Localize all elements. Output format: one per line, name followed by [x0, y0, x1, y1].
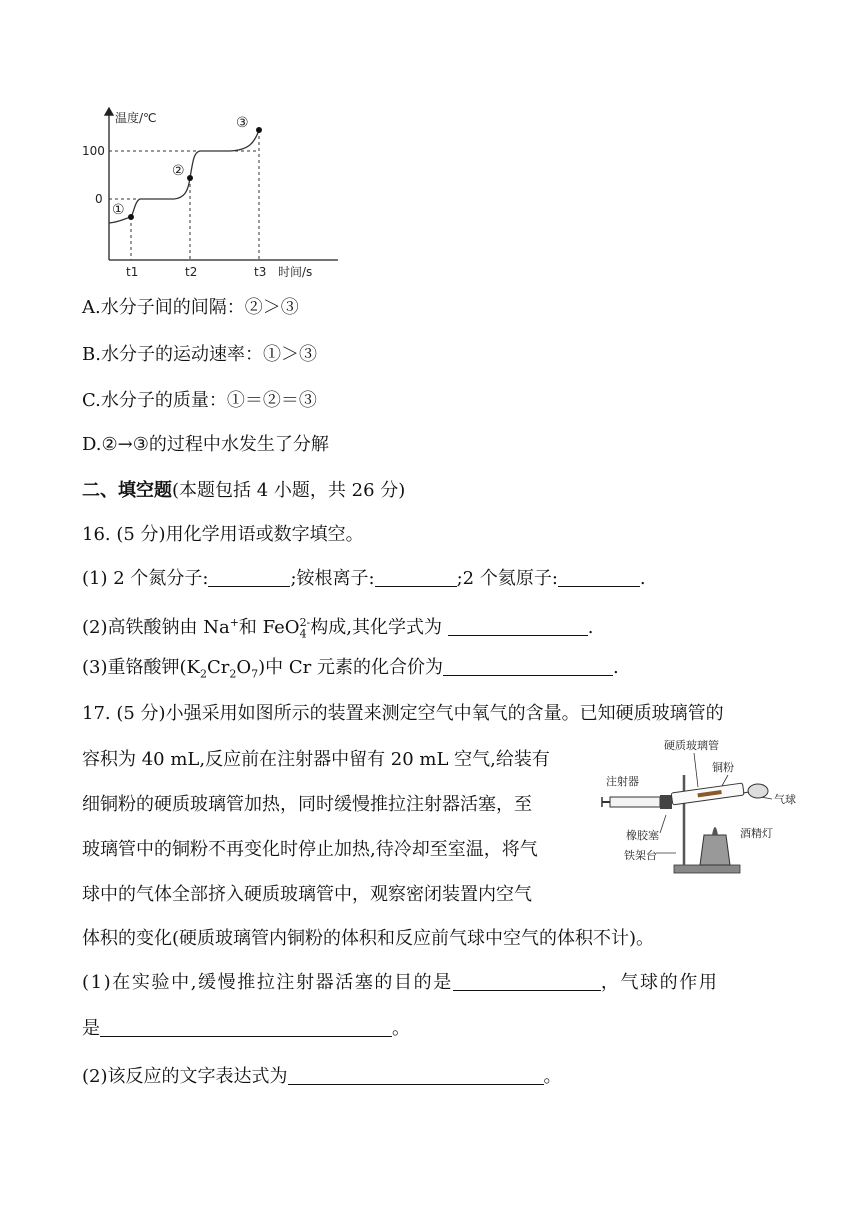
- answer-blank-helium-atoms[interactable]: [558, 568, 640, 587]
- q16-part1: [82, 566, 646, 592]
- option-b: B.水分子的运动速率：①＞③: [82, 344, 317, 365]
- label-stopper: 橡胶塞: [626, 829, 659, 842]
- q16-p1-text-c: ;2 个氦原子:: [456, 568, 558, 589]
- q16-p3-text-d: )中 Cr 元素的化合价为: [258, 657, 443, 678]
- q16-p3-sub2: 2: [229, 667, 237, 681]
- q17-p1-text-c: 是: [82, 1018, 100, 1039]
- q16-p2-text-c: 构成,其化学式为: [310, 617, 448, 638]
- answer-blank-word-equation[interactable]: [288, 1066, 544, 1085]
- q17-p1-end: 。: [392, 1018, 410, 1039]
- q16-p1-end: .: [639, 568, 646, 589]
- label-lamp: 酒精灯: [740, 827, 773, 840]
- label-copper: 铜粉: [712, 761, 734, 774]
- q16-part3: [82, 655, 619, 688]
- q17-part1-line2: [82, 1016, 410, 1042]
- q17-line3: 细铜粉的硬质玻璃管加热，同时缓慢推拉注射器活塞，至: [82, 794, 532, 815]
- q16-p3-sub1: 2: [199, 667, 207, 681]
- rubber-stopper-icon: [660, 795, 672, 809]
- q16-p1-text-a: (1) 2 个氮分子:: [82, 568, 209, 589]
- section-header: [82, 478, 405, 504]
- point-2: [187, 175, 193, 181]
- q16-p2-sup2: 2-: [299, 616, 311, 629]
- point-1-label: ①: [112, 202, 125, 218]
- stand-base-icon: [674, 865, 740, 873]
- option-d: D.②→③的过程中水发生了分解: [82, 434, 329, 455]
- q17-line2: 容积为 40 mL,反应前在注射器中留有 20 mL 空气,给装有: [82, 749, 550, 770]
- point-1: [128, 214, 134, 220]
- label-balloon: 气球: [774, 793, 796, 806]
- balloon-icon: [748, 784, 768, 798]
- q17-p1-text-a: (1)在实验中,缓慢推拉注射器活塞的目的是: [82, 972, 453, 993]
- syringe-icon: [610, 797, 660, 807]
- q17-p2-end: 。: [543, 1066, 562, 1087]
- label-stand: 铁架台: [624, 849, 657, 862]
- q17-line6: 体积的变化(硬质玻璃管内铜粉的体积和反应前气球中空气的体积不计)。: [82, 928, 655, 949]
- section-title: 二、填空题: [82, 480, 172, 501]
- option-c: C.水分子的质量：①＝②＝③: [82, 390, 317, 411]
- q17-line4: 玻璃管中的铜粉不再变化时停止加热,待冷却至室温，将气: [82, 839, 538, 860]
- q16-p2-sup1: +: [229, 616, 239, 629]
- q16-p3-text-a: (3)重铬酸钾(K: [82, 657, 200, 678]
- q17-line5: 球中的气体全部挤入硬质玻璃管中，观察密闭装置内空气: [82, 884, 532, 905]
- q16-p2-text-a: (2)高铁酸钠由 Na: [82, 617, 230, 638]
- label-tube: 硬质玻璃管: [664, 739, 719, 752]
- x-tick-t1: t1: [126, 265, 139, 279]
- x-axis-label: 时间/s: [278, 265, 313, 279]
- point-3-label: ③: [236, 115, 249, 131]
- q17-part2: [82, 1064, 562, 1090]
- y-axis-label: 温度/℃: [115, 111, 157, 125]
- q16-p3-sub3: 7: [251, 667, 259, 681]
- q16-p2-end: .: [587, 617, 594, 638]
- section-desc: (本题包括 4 小题，共 26 分): [172, 480, 406, 501]
- q17-part1-line1: [82, 970, 718, 996]
- y-tick-100: 100: [82, 144, 105, 158]
- q16-p3-text-b: Cr: [206, 657, 230, 678]
- q16-stem: 16. (5 分)用化学用语或数字填空。: [82, 524, 364, 545]
- y-tick-0: 0: [95, 192, 103, 206]
- x-tick-t3: t3: [254, 265, 267, 279]
- q16-p3-text-c: O: [236, 657, 252, 678]
- answer-blank-sodium-ferrate-formula[interactable]: [448, 617, 588, 636]
- x-tick-t2: t2: [185, 265, 198, 279]
- label-syringe: 注射器: [606, 775, 639, 788]
- q16-part2: [82, 610, 593, 648]
- apparatus-figure: [600, 735, 810, 880]
- q16-p2-sub: 4: [299, 627, 307, 641]
- q17-p1-text-b: ，气球的作用: [600, 972, 719, 993]
- q17-p2-text-a: (2)该反应的文字表达式为: [82, 1066, 288, 1087]
- answer-blank-nitrogen-molecules[interactable]: [208, 568, 290, 587]
- answer-blank-ammonium-ion[interactable]: [375, 568, 457, 587]
- option-a: A.水分子间的间隔：②＞③: [82, 297, 299, 318]
- answer-blank-cr-valence[interactable]: [443, 657, 613, 676]
- q16-p1-text-b: ;铵根离子:: [290, 568, 375, 589]
- temperature-time-chart: [80, 100, 340, 282]
- answer-blank-syringe-purpose[interactable]: [453, 972, 601, 991]
- point-2-label: ②: [172, 163, 185, 179]
- alcohol-lamp-icon: [700, 835, 730, 865]
- answer-blank-balloon-role[interactable]: [100, 1018, 392, 1037]
- q17-line1: 17. (5 分)小强采用如图所示的装置来测定空气中氧气的含量。已知硬质玻璃管的: [82, 703, 724, 724]
- point-3: [256, 127, 262, 133]
- q16-p2-text-b: 和 FeO: [238, 617, 300, 638]
- q16-p3-end: .: [612, 657, 619, 678]
